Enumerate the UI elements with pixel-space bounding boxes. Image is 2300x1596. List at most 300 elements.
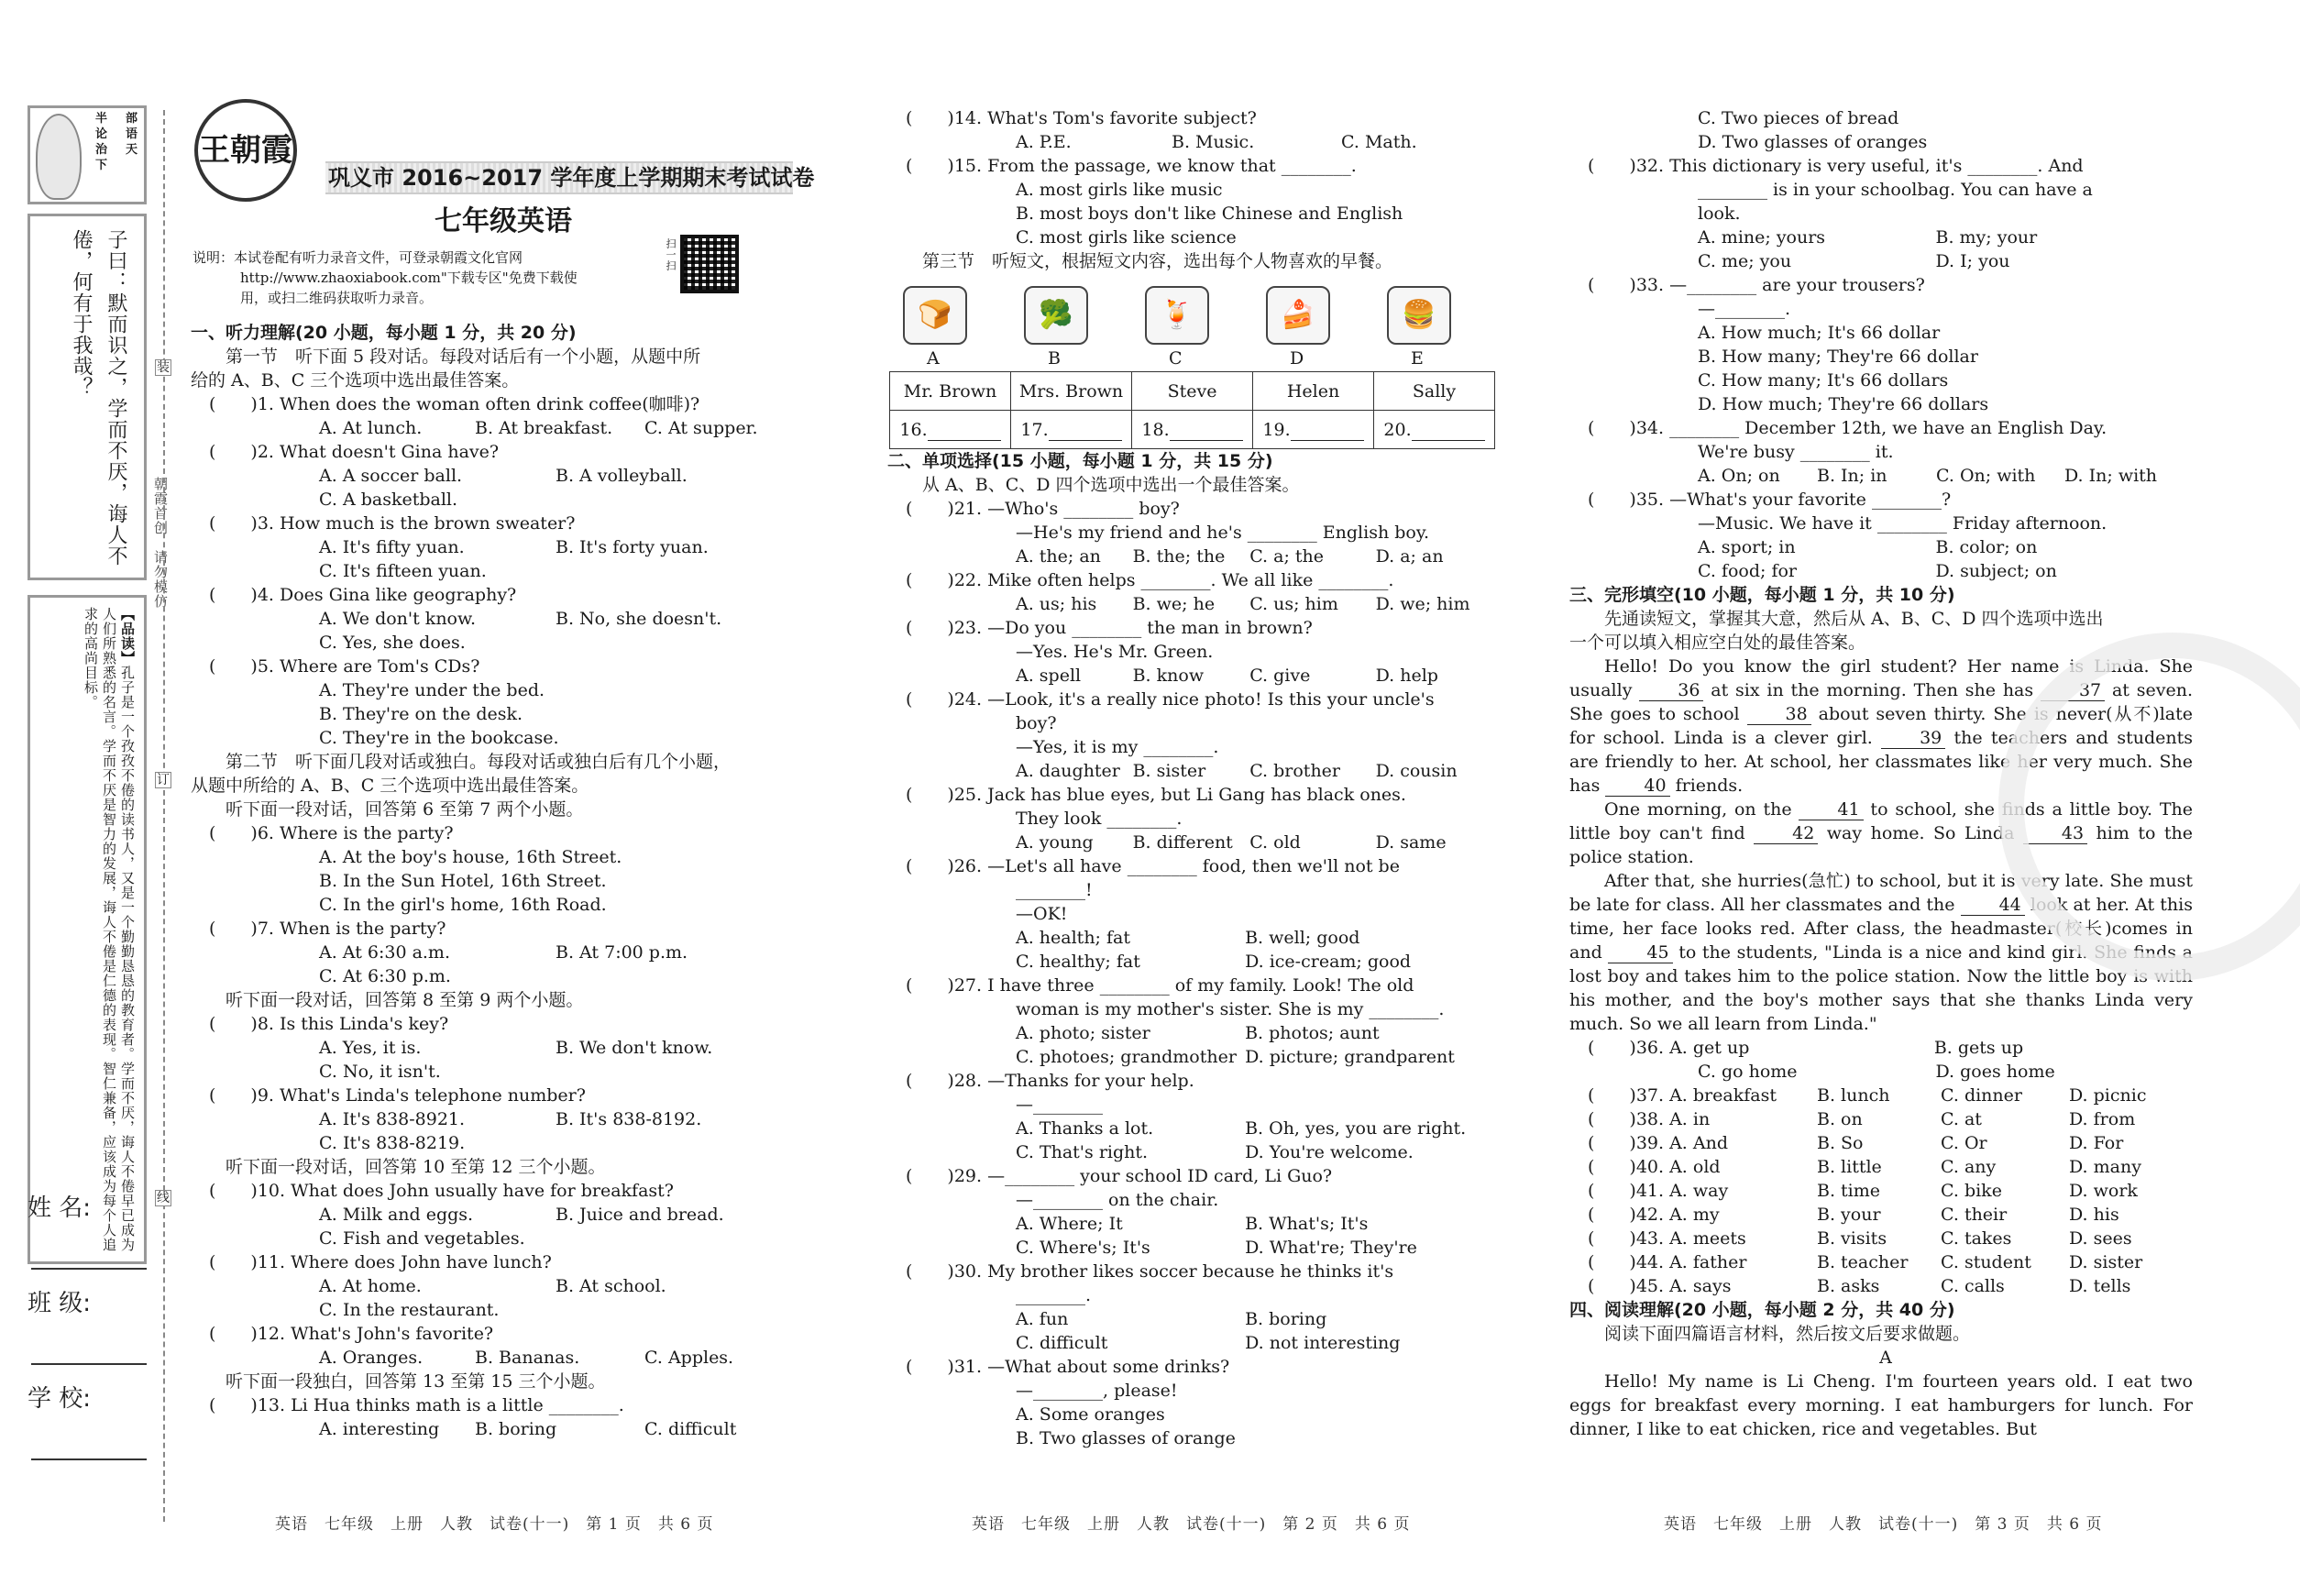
option-row [1569,249,2202,273]
option-text[interactable]: C. difficult [1016,1333,1108,1353]
option-text[interactable]: A. young [1016,832,1094,853]
option-text[interactable]: ( )44. A. father [1588,1252,1747,1272]
question-stem: ( )8. Is this Linda's key? [209,1014,449,1034]
name-line[interactable] [31,1268,147,1270]
option-text[interactable]: C. difficult [644,1419,737,1439]
option-text[interactable]: B. In; in [1817,466,1887,486]
question-stem: ( )10. What does John usually have for breakfast? [209,1181,674,1201]
option-text[interactable]: A. At 6:30 a.m. [319,942,450,963]
option-text[interactable]: B. They're on the desk. [319,704,523,724]
option-text[interactable]: D. You're welcome. [1245,1142,1414,1162]
option-text[interactable]: A. Yes, it is. [319,1038,422,1058]
picture-letter: C [1169,348,1183,369]
option-text[interactable]: B. It's forty yuan. [556,537,709,557]
cutmark: 线 [157,1191,170,1205]
option-text[interactable]: —________, please! [1016,1381,1178,1401]
option-row [1569,202,2202,226]
answer-blank[interactable] [1170,420,1243,441]
option-text[interactable]: A. P.E. [1016,132,1072,152]
motto-char: 治 [94,143,107,157]
cloze-blank[interactable]: 43 [2023,823,2087,844]
instruction-line: 先通读短文，掌握其大意，然后从 A、B、C、D 四个选项中选出 [1604,609,2104,629]
option-text[interactable]: D. In; with [2064,466,2158,486]
option-text[interactable]: D. sister [2069,1252,2143,1272]
option-text[interactable]: B. Bananas. [475,1348,580,1368]
option-text[interactable]: C. Or [1941,1133,1987,1153]
option-text[interactable]: C. food; for [1698,561,1798,581]
option-text[interactable]: A. us; his [1016,594,1097,614]
option-text[interactable]: C. Math. [1341,132,1417,152]
column-2-lower [887,449,1502,1596]
qr-code-icon[interactable] [680,235,739,293]
option-text[interactable]: —OK! [1016,904,1068,924]
option-row [191,1298,816,1322]
cloze-paragraph: Hello! Do you know the girl student? Her name is Linda. She usually 36 at six in the morning. Then she has 37 at seven. She goes to school 38 about seven thirty. She is never(从不)late for school. Linda is a clever girl. 39 the teachers and students are friendly to her. At school, her classmates like her very much. She has 40 friends. [1569,656,2193,796]
option-text[interactable]: ( )40. A. old [1588,1157,1721,1177]
option-text[interactable]: B. visits [1817,1228,1887,1249]
option-row [191,559,816,583]
school-line[interactable] [31,1458,147,1460]
answer-blank[interactable] [1412,420,1485,441]
question-stem: ( )4. Does Gina like geography? [209,585,517,605]
option-text[interactable]: D. For [2069,1133,2124,1153]
option-row [191,631,816,655]
picture-letter: A [927,348,940,369]
question-stem: ( )2. What doesn't Gina have? [209,442,500,462]
option-text[interactable]: They look ________. [1016,809,1183,829]
option-text[interactable]: B. lunch [1817,1085,1890,1106]
question-stem: ( )33. —________ are your trousers? [1588,275,1925,295]
page-footer-1: 英语 七年级 上册 人教 试卷(十一) 第 1 页 共 6 页 [275,1515,714,1534]
option-text[interactable]: C. It's 838-8219. [319,1133,466,1153]
option-text[interactable]: C. give [1249,666,1311,686]
option-text[interactable]: ( )36. A. get up [1588,1038,1750,1058]
option-text[interactable]: A. most girls like music [1016,180,1223,200]
option-text[interactable]: A. Oranges. [319,1348,424,1368]
option-text[interactable]: ________! [1016,880,1093,900]
option-text[interactable]: look. [1698,204,1741,224]
cloze-option-row [1569,1107,2202,1131]
table-person-name: Sally [1374,372,1495,411]
option-text[interactable]: C. their [1941,1205,2008,1225]
question-stem: ( )12. What's John's favorite? [209,1324,494,1344]
cloze-option-row [1569,1155,2202,1179]
option-text[interactable]: ________ is in your schoolbag. You can have a [1698,180,2093,200]
option-row [1569,297,2202,321]
option-text[interactable]: D. ice-cream; good [1245,952,1412,972]
motto-char: 半 [94,112,107,126]
option-row [191,1203,816,1227]
option-text[interactable]: B. gets up [1933,1038,2024,1058]
option-text[interactable]: B. How many; They're 66 dollar [1698,347,1978,367]
option-text[interactable]: D. tells [2069,1276,2131,1296]
cloze-blank[interactable]: 39 [1881,728,1945,749]
option-text[interactable]: B. Music. [1172,132,1255,152]
option-text[interactable]: C. any [1941,1157,1997,1177]
binding-cut-line [163,110,165,1522]
cloze-option-row [1569,1250,2202,1274]
option-row [191,1417,816,1441]
picture-letter: B [1048,348,1061,369]
option-row [887,950,1502,974]
option-text[interactable]: A. At lunch. [319,418,423,438]
option-text[interactable]: B. the; the [1132,546,1226,567]
option-row [887,202,1502,226]
option-text[interactable]: D. not interesting [1245,1333,1401,1353]
option-text[interactable]: B. teacher [1817,1252,1909,1272]
answer-number: 17. [1020,419,1049,440]
option-text[interactable]: A. A soccer ball. [319,466,463,486]
pindu-box [28,595,147,1264]
option-text[interactable]: D. same [1375,832,1447,853]
motto-char: 语 [125,127,138,141]
option-text[interactable]: B. asks [1817,1276,1880,1296]
breakfast-answer-table [889,371,1495,449]
option-text[interactable]: —Yes. He's Mr. Green. [1016,642,1214,662]
option-text[interactable]: D. help [1375,666,1438,686]
option-text[interactable]: A. They're under the bed. [319,680,545,700]
option-text[interactable]: C. Apples. [644,1348,734,1368]
option-text[interactable]: B. on [1817,1109,1863,1129]
option-text[interactable]: D. cousin [1375,761,1458,781]
option-text[interactable]: A. On; on [1698,466,1780,486]
question-stem: ( )1. When does the woman often drink coffee(咖啡)? [209,394,700,414]
option-text[interactable]: A. the; an [1016,546,1101,567]
option-text[interactable]: —________ on the chair. [1016,1190,1219,1210]
option-row [887,1426,1502,1450]
option-text[interactable]: C. Where's; It's [1016,1238,1150,1258]
instruction-line: 听下面一段对话，回答第 10 至第 12 三个小题。 [226,1157,606,1177]
option-row [887,545,1502,568]
option-text[interactable]: B. Oh, yes, you are right. [1245,1118,1467,1139]
option-text[interactable]: C. At 6:30 p.m. [319,966,451,986]
option-row [887,735,1502,759]
option-text[interactable]: B. A volleyball. [556,466,688,486]
question-stem: ( )21. —Who's ________ boy? [906,499,1180,519]
option-text[interactable]: ( )39. A. And [1588,1133,1729,1153]
option-text[interactable]: C. A basketball. [319,490,458,510]
option-text[interactable]: B. So [1817,1133,1864,1153]
option-text[interactable]: D. a; an [1375,546,1444,567]
instruction-line: 给的 A、B、C 三个选项中选出最佳答案。 [191,370,520,391]
option-text[interactable]: B. photos; aunt [1245,1023,1380,1043]
option-text[interactable]: C. healthy; fat [1016,952,1140,972]
option-row [887,1212,1502,1236]
option-text[interactable]: B. What's; It's [1245,1214,1369,1234]
answer-blank[interactable] [1049,420,1122,441]
option-text[interactable]: D. Two glasses of oranges [1698,132,1928,152]
option-text[interactable]: ( )41. A. way [1588,1181,1729,1201]
option-text[interactable]: A. We don't know. [319,609,477,629]
option-text[interactable]: C. go home [1698,1062,1798,1082]
option-text[interactable]: ( )42. A. my [1588,1205,1720,1225]
option-text[interactable]: D. picnic [2069,1085,2147,1106]
option-text[interactable]: A. It's 838-8921. [319,1109,466,1129]
option-text[interactable]: ( )38. A. in [1588,1109,1711,1129]
question-stem: ( )24. —Look, it's a really nice photo! Is this your uncle's [906,689,1435,710]
option-text[interactable]: D. subject; on [1935,561,2057,581]
option-text[interactable]: C. bike [1941,1181,2002,1201]
option-text[interactable]: C. That's right. [1016,1142,1149,1162]
option-text[interactable]: C. calls [1941,1276,2005,1296]
option-text[interactable]: A. health; fat [1016,928,1130,948]
option-row [887,1379,1502,1403]
option-row [191,1060,816,1084]
option-text[interactable]: —________. [1698,299,1791,319]
question-stem: ( )9. What's Linda's telephone number? [209,1085,586,1106]
option-text[interactable]: —________ [1016,1095,1103,1115]
option-text[interactable]: B. we; he [1132,594,1216,614]
cloze-blank[interactable]: 36 [1639,680,1703,701]
burger-cola-icon: 🍔 [1387,286,1451,345]
option-row [887,178,1502,202]
option-text[interactable]: D. work [2069,1181,2138,1201]
table-answer-cell[interactable] [1374,411,1495,449]
motto-text [87,112,146,172]
option-row [191,464,816,488]
option-text[interactable]: B. Juice and bread. [556,1205,724,1225]
option-text[interactable]: B. In the Sun Hotel, 16th Street. [319,871,607,891]
option-text[interactable]: B. At school. [556,1276,666,1296]
option-text[interactable]: C. In the girl's home, 16th Road. [319,895,607,915]
section-heading: 一、听力理解(20 小题，每小题 1 分，共 20 分) [191,323,577,343]
option-text[interactable]: ( )45. A. says [1588,1276,1732,1296]
option-row [191,678,816,702]
option-row [887,592,1502,616]
option-text[interactable]: C. most girls like science [1016,227,1237,248]
option-text[interactable]: A. spell [1016,666,1082,686]
option-text[interactable]: B. time [1817,1181,1881,1201]
option-text[interactable]: A. It's fifty yuan. [319,537,465,557]
table-answer-cell[interactable] [1132,411,1253,449]
option-text[interactable]: B. most boys don't like Chinese and English [1016,204,1403,224]
option-row [1569,321,2202,345]
option-text[interactable]: A. Where; It [1016,1214,1123,1234]
option-text[interactable]: —Yes, it is my ________. [1016,737,1219,757]
option-text[interactable]: We're busy ________ it. [1698,442,1894,462]
option-text[interactable]: C. Two pieces of bread [1698,108,1899,128]
motto-box [28,105,147,204]
answer-number: 16. [899,419,928,440]
option-text[interactable]: B. At 7:00 p.m. [556,942,688,963]
question-stem: ( )28. —Thanks for your help. [906,1071,1194,1091]
answer-blank[interactable] [928,420,1001,441]
option-text[interactable]: B. your [1817,1205,1881,1225]
exam-subtitle: 七年级英语 [435,205,572,237]
option-text[interactable]: D. sees [2069,1228,2132,1249]
cloze-blank[interactable]: 44 [1961,895,2025,916]
cloze-blank[interactable]: 40 [1605,776,1669,797]
exam-note: 说明：本试卷配有听力录音文件，可登录朝霞文化官网 http://www.zhaoxiabook.com"下载专区"免费下载使 用，或扫二维码获取听力录音。 [193,249,578,306]
option-text[interactable]: C. Yes, she does. [319,633,466,653]
instruction-line: 听下面一段对话，回答第 6 至第 7 两个小题。 [226,799,584,820]
table-person-name: Mr. Brown [890,372,1011,411]
option-text[interactable]: D. How much; They're 66 dollars [1698,394,1989,414]
option-row [1569,559,2202,583]
cutmark: 订 [157,773,170,787]
reading-a-passage: Hello! My name is Li Cheng. I'm fourteen years old. I eat two eggs for breakfast every morning. I eat hamburgers for lunch. For dinner, I like to eat chicken, rice and vegetables. But [1569,1371,2193,1439]
option-text[interactable]: D. his [2069,1205,2119,1225]
answer-blank[interactable] [1291,420,1364,441]
option-text[interactable]: B. different [1132,832,1233,853]
option-text[interactable]: D. many [2069,1157,2141,1177]
option-text[interactable]: A. Some oranges [1016,1404,1165,1425]
option-text[interactable]: B. color; on [1935,537,2038,557]
option-row [191,1227,816,1250]
instruction-line: 从 A、B、C、D 四个选项中选出一个最佳答案。 [922,475,1300,495]
option-text[interactable]: A. fun [1016,1309,1069,1329]
milk-bread-icon: 🍞 [903,286,967,345]
question-stem: ( )7. When is the party? [209,919,446,939]
option-text[interactable]: D. from [2069,1109,2136,1129]
option-text[interactable]: C. How many; It's 66 dollars [1698,370,1949,391]
option-text[interactable]: C. Fish and vegetables. [319,1228,525,1249]
option-row [1569,106,2202,130]
option-text[interactable]: A. How much; It's 66 dollar [1698,323,1941,343]
table-answer-cell[interactable] [1253,411,1374,449]
option-text[interactable]: B. At breakfast. [475,418,613,438]
cloze-blank[interactable]: 42 [1754,823,1818,844]
pindu-text: 孔子是一个孜孜不倦的读书人，又是一个勤勤恳恳的教育者。学而不厌，诲人不倦早已成为人们所熟悉的名言。学而不厌是智力的发展，诲人不倦是仁德的表现。智仁兼备，应该成为每个人追求的高尚目标。 [83,607,136,1252]
option-text[interactable]: B. well; good [1245,928,1360,948]
option-row [887,711,1502,735]
option-text[interactable]: A. sport; in [1698,537,1796,557]
option-text[interactable]: B. It's 838-8192. [556,1109,702,1129]
option-text[interactable]: B. little [1817,1157,1882,1177]
question-stem: ( )5. Where are Tom's CDs? [209,656,480,677]
option-text[interactable]: C. brother [1249,761,1341,781]
instruction-line: 阅读下面四篇语言材料，然后按文后要求做题。 [1604,1324,1971,1344]
motto-char: 天 [125,143,138,157]
option-row [1569,392,2202,416]
option-row [1569,369,2202,392]
broccoli-milk-icon: 🥦 [1024,286,1088,345]
water-cake-icon: 🍰 [1266,286,1330,345]
option-row [887,1283,1502,1307]
option-text[interactable]: woman is my mother's sister. She is my ________. [1016,999,1445,1019]
option-text[interactable]: A. At home. [319,1276,422,1296]
option-text[interactable]: D. picture; grandparent [1245,1047,1455,1067]
cloze-blank[interactable]: 38 [1747,704,1811,725]
section-heading: 三、完形填空(10 小题，每小题 1 分，共 10 分) [1569,585,1955,605]
option-text[interactable]: A. Milk and eggs. [319,1205,474,1225]
question-stem: ( )35. —What's your favorite ________? [1588,490,1952,510]
option-text[interactable]: C. photoes; grandmother [1016,1047,1237,1067]
option-text[interactable]: A. photo; sister [1016,1023,1150,1043]
option-text[interactable]: A. mine; yours [1698,227,1826,248]
table-answer-cell[interactable] [1011,411,1132,449]
option-row [1569,440,2202,464]
option-text[interactable]: C. At supper. [644,418,758,438]
option-row [887,1331,1502,1355]
option-text[interactable]: C. No, it isn't. [319,1062,441,1082]
cloze-blank[interactable]: 37 [2041,680,2105,701]
option-text[interactable]: D. What're; They're [1245,1238,1417,1258]
option-text[interactable]: B. boring [475,1419,557,1439]
option-row [887,226,1502,249]
option-text[interactable]: A. Thanks a lot. [1016,1118,1154,1139]
answer-number: 18. [1141,419,1170,440]
option-text[interactable]: C. me; you [1698,251,1792,271]
option-text[interactable]: C. They're in the bookcase. [319,728,559,748]
juice-egg-icon: 🍹 [1145,286,1209,345]
option-row [1569,130,2202,154]
option-text[interactable]: C. at [1941,1109,1982,1129]
option-row [191,1107,816,1131]
option-text[interactable]: D. we; him [1375,594,1470,614]
option-text[interactable]: B. know [1132,666,1205,686]
option-text[interactable]: C. In the restaurant. [319,1300,500,1320]
option-row [887,1403,1502,1426]
option-text[interactable]: C. dinner [1941,1085,2022,1106]
option-row [887,807,1502,831]
motto-char: 下 [94,159,107,172]
option-text[interactable]: ( )37. A. breakfast [1588,1085,1777,1106]
option-row [887,640,1502,664]
option-row [887,130,1502,154]
option-text[interactable]: B. No, she doesn't. [556,609,722,629]
school-label: 学 校: [28,1385,92,1413]
question-stem: ( )25. Jack has blue eyes, but Li Gang has black ones. [906,785,1406,805]
qr-caption: 扫一扫 [665,238,677,271]
option-text[interactable]: ( )43. A. meets [1588,1228,1746,1249]
option-row [887,1188,1502,1212]
section-heading: 四、阅读理解(20 小题，每小题 2 分，共 40 分) [1569,1300,1955,1320]
name-label: 姓 名: [28,1194,92,1222]
option-text[interactable]: —Music. We have it ________ Friday afternoon. [1698,513,2107,534]
option-row [887,1117,1502,1140]
option-text[interactable]: A. At the boy's house, 16th Street. [319,847,622,867]
option-text[interactable]: C. student [1941,1252,2031,1272]
option-text[interactable]: C. a; the [1249,546,1325,567]
cloze-blank[interactable]: 45 [1608,942,1672,963]
table-answer-cell[interactable] [890,411,1011,449]
option-row [887,878,1502,902]
option-text[interactable]: C. takes [1941,1228,2012,1249]
left-sidebar [28,105,149,1590]
cloze-paragraph: One morning, on the 41 to school, she finds a little boy. The little boy can't find 42 way home. So Linda 43 him to the police station. [1569,799,2194,867]
option-text[interactable]: A. interesting [319,1419,440,1439]
question-stem: ( )29. —________ your school ID card, Li Guo? [906,1166,1333,1186]
cloze-blank[interactable]: 41 [1799,799,1863,820]
option-text[interactable]: B. We don't know. [556,1038,713,1058]
option-text[interactable]: A. daughter [1016,761,1120,781]
option-text[interactable]: B. boring [1245,1309,1327,1329]
option-text[interactable]: D. goes home [1935,1062,2055,1082]
option-text[interactable]: C. old [1249,832,1301,853]
class-label: 班 级: [28,1290,92,1317]
option-row [1569,345,2202,369]
option-text[interactable]: B. sister [1132,761,1206,781]
confucius-portrait-icon [36,114,82,200]
cloze-option-row [1569,1131,2202,1155]
question-stem: ( )22. Mike often helps ________. We all like ________. [906,570,1394,590]
option-text[interactable]: —He's my friend and he's ________ English boy. [1016,523,1430,543]
answer-number: 19. [1262,419,1291,440]
option-text[interactable]: B. my; your [1935,227,2038,248]
option-row [191,941,816,964]
option-text[interactable]: C. us; him [1249,594,1338,614]
option-text[interactable]: D. I; you [1935,251,2010,271]
class-line[interactable] [31,1363,147,1365]
option-row [191,488,816,512]
option-text[interactable]: C. It's fifteen yuan. [319,561,487,581]
option-text[interactable]: C. On; with [1936,466,2036,486]
option-text[interactable]: ________. [1016,1285,1092,1305]
option-text[interactable]: boy? [1016,713,1057,733]
option-row [191,535,816,559]
option-text[interactable]: B. Two glasses of orange [1016,1428,1236,1448]
